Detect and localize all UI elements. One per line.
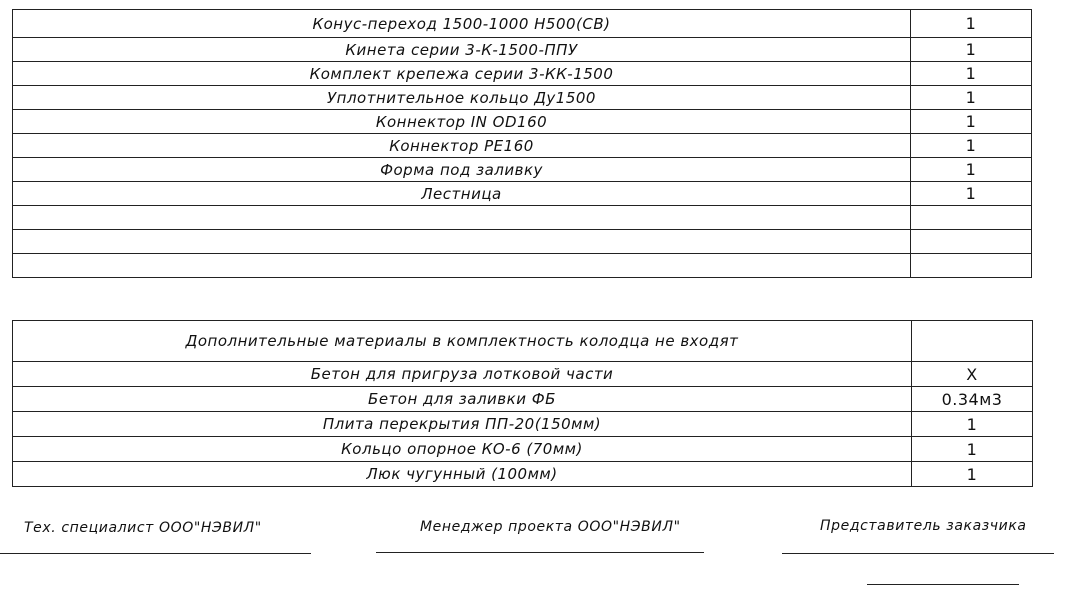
table-row [13,86,1032,110]
item-qty [911,230,1032,254]
item-name: Коннектор PE160 [13,134,911,158]
table-row [13,362,1033,387]
item-qty: 1 [911,10,1032,38]
item-name: Люк чугунный (100мм) [13,462,912,487]
item-qty [911,206,1032,230]
customer-rep-signature-line [782,553,1054,554]
project-manager-signature-line [376,552,704,553]
item-qty: 1 [912,462,1033,487]
tech-specialist-signature-line [0,553,311,554]
table-row [13,437,1033,462]
item-qty: 0.34м3 [912,387,1033,412]
item-name: Форма под заливку [13,158,911,182]
item-qty: Х [912,362,1033,387]
item-name: Бетон для пригруза лотковой части [13,362,912,387]
item-name: Коннектор IN OD160 [13,110,911,134]
item-qty: 1 [911,158,1032,182]
table-row [13,110,1032,134]
customer-rep-date-line [867,584,1019,585]
additional-materials-table [12,320,1033,487]
table-row [13,62,1032,86]
item-qty: 1 [911,182,1032,206]
item-qty: 1 [911,86,1032,110]
table-row [13,158,1032,182]
table-row [13,38,1032,62]
table-header-row [13,321,1033,362]
item-name [13,206,911,230]
table-header: Дополнительные материалы в комплектность колодца не входят [13,321,912,362]
table-row [13,412,1033,437]
tech-specialist-label: Тех. специалист ООО"НЭВИЛ" [24,520,262,536]
table-row [13,182,1032,206]
equipment-table [12,9,1032,278]
item-name: Кольцо опорное КО-6 (70мм) [13,437,912,462]
table-row [13,206,1032,230]
table-row [13,10,1032,38]
item-name: Уплотнительное кольцо Ду1500 [13,86,911,110]
item-name: Кинета серии 3-К-1500-ППУ [13,38,911,62]
item-name: Плита перекрытия ПП-20(150мм) [13,412,912,437]
item-qty: 1 [912,437,1033,462]
item-qty [911,254,1032,278]
table-row [13,254,1032,278]
table-row [13,462,1033,487]
item-name: Комплект крепежа серии 3-КК-1500 [13,62,911,86]
item-qty: 1 [911,110,1032,134]
customer-rep-label: Представитель заказчика [820,518,1027,534]
table-row [13,387,1033,412]
item-qty: 1 [911,38,1032,62]
project-manager-label: Менеджер проекта ООО"НЭВИЛ" [420,519,681,535]
item-qty: 1 [911,62,1032,86]
table-header-empty-cell [912,321,1033,362]
table-row [13,134,1032,158]
item-qty: 1 [912,412,1033,437]
item-qty: 1 [911,134,1032,158]
item-name [13,230,911,254]
item-name: Бетон для заливки ФБ [13,387,912,412]
item-name [13,254,911,278]
item-name: Конус-переход 1500-1000 Н500(СВ) [13,10,911,38]
table-row [13,230,1032,254]
item-name: Лестница [13,182,911,206]
